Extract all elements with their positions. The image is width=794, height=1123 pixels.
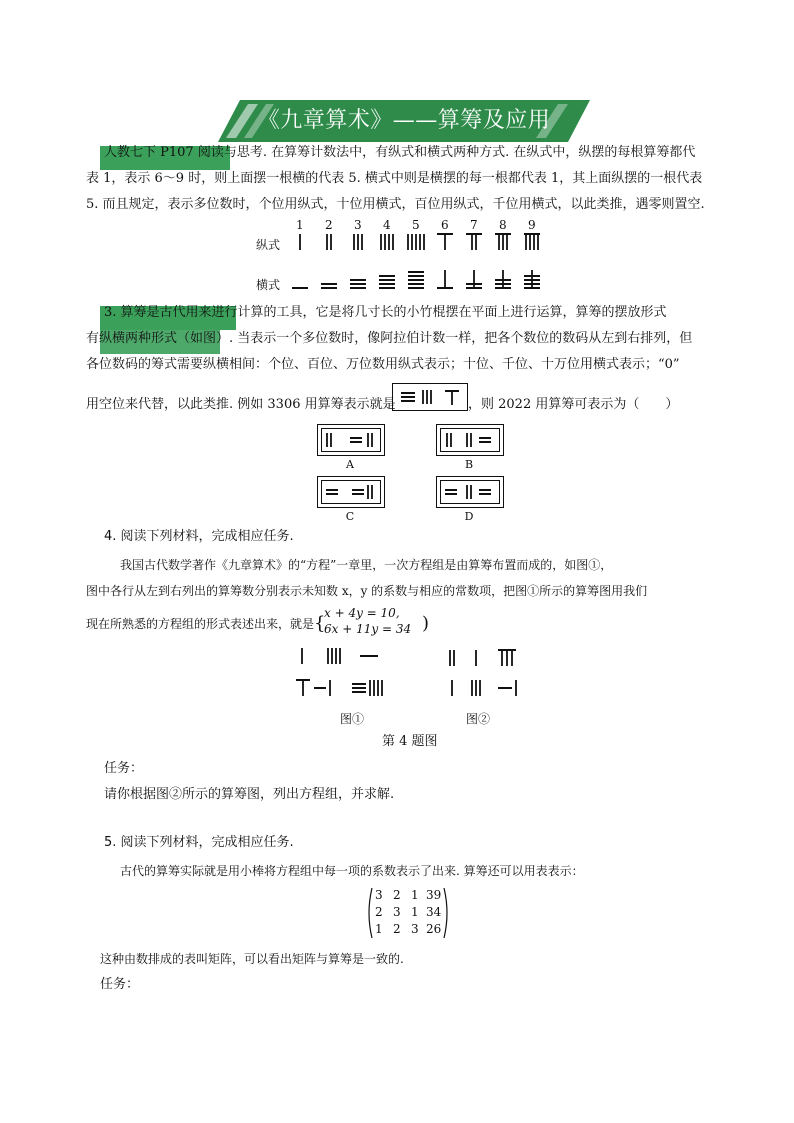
option-c-label[interactable]: C	[345, 510, 355, 523]
figure-1-label: 图①	[340, 712, 365, 726]
rod-number: 4	[383, 218, 391, 232]
option-d-box[interactable]	[436, 476, 504, 508]
q4-eq2: 6x + 11y = 34	[324, 622, 412, 636]
option-a-label[interactable]: A	[346, 458, 354, 471]
horizontal-rods	[290, 264, 560, 294]
q4-p2: 图中各行从左到右列出的算筹数分别表示未知数 x，y 的系数与相应的常数项，把图①所示的算筹图用我们	[86, 584, 648, 598]
rod-number: 2	[325, 218, 333, 232]
rod-number: 6	[441, 218, 449, 232]
rod-number: 5	[412, 218, 420, 232]
matrix-cell: 39	[426, 888, 442, 902]
matrix-cell: 3	[411, 922, 419, 936]
intro-line-2: 表 1，表示 6～9 时，则上面摆一根横的代表 5. 横式中则是横摆的每一根都代表 1，其上面纵摆的一根代表	[86, 171, 703, 186]
q3-line-3: 各位数码的筹式需要纵横相间：个位、百位、万位数用纵式表示；十位、千位、十万位用横式表示；“0”	[86, 357, 680, 372]
matrix-cell: 2	[393, 922, 401, 936]
figure-1-rods	[282, 644, 422, 704]
q5-task-label: 任务：	[100, 977, 140, 992]
q4-brace: {	[314, 613, 326, 634]
option-d-label[interactable]: D	[464, 510, 474, 523]
q4-task: 请你根据图②所示的算筹图，列出方程组，并求解.	[104, 787, 395, 802]
q3-line-2: 有纵横两种形式（如图）. 当表示一个多位数时，像阿拉伯计数一样，把各个数位的数码从左到右排列，但	[86, 331, 693, 346]
matrix-cell: 26	[426, 922, 442, 936]
q4-paren: )	[422, 613, 430, 634]
option-b-box[interactable]	[436, 424, 504, 456]
title-banner	[218, 100, 590, 142]
matrix-cell: 1	[375, 922, 383, 936]
intro-line-3: 5. 而且规定，表示多位数时，个位用纵式，十位用横式，百位用纵式，千位用横式，以此类推，遇零则置空.	[86, 197, 705, 212]
label-horizontal: 横式	[256, 278, 281, 292]
matrix-cell: 1	[411, 905, 419, 919]
option-b-label[interactable]: B	[464, 458, 474, 471]
page-title: 《九章算术》——算筹及应用	[257, 108, 551, 133]
rod-number: 8	[499, 218, 507, 232]
intro-line-1: 人教七下 P107 阅读与思考. 在算筹计数法中，有纵式和横式两种方式. 在纵式中，纵摆的每根算筹都代	[104, 145, 696, 160]
q4-p3: 现在所熟悉的方程组的形式表述出来，就是	[86, 617, 315, 631]
q4-head: 4. 阅读下列材料，完成相应任务.	[104, 529, 294, 544]
vertical-rods	[290, 230, 560, 254]
q3-line-1: 3. 算筹是古代用来进行计算的工具，它是将几寸长的小竹棍摆在平面上进行运算，算筹的摆放形式	[104, 305, 667, 320]
rod-number: 7	[470, 218, 478, 232]
rod-number: 1	[296, 218, 304, 232]
matrix-cell: 2	[393, 888, 401, 902]
q4-p1: 我国古代数学著作《九章算术》的“方程”一章里，一次方程组是由算筹布置而成的，如图①，	[120, 558, 613, 572]
matrix-cell: 3	[375, 888, 383, 902]
rod-number: 3	[354, 218, 362, 232]
figure-2-label: 图②	[466, 712, 491, 726]
label-vertical: 纵式	[256, 238, 281, 252]
example-3306-rods	[393, 384, 467, 410]
q5-head: 5. 阅读下列材料，完成相应任务.	[104, 835, 294, 850]
option-a-box[interactable]	[317, 424, 385, 456]
figure-2-rods	[440, 644, 540, 704]
figure-caption: 第 4 题图	[382, 734, 438, 749]
matrix-cell: 2	[375, 905, 383, 919]
matrix-cell: 34	[426, 905, 442, 919]
matrix	[366, 886, 450, 940]
rod-number: 9	[528, 218, 536, 232]
example-3306-box	[392, 383, 468, 411]
matrix-cell: 1	[411, 888, 419, 902]
q3-line-4a: 用空位来代替，以此类推. 例如 3306 用算筹表示就是	[86, 397, 396, 412]
matrix-cell: 3	[393, 905, 401, 919]
q3-line-4b: ，则 2022 用算筹可表示为（ ）	[468, 397, 679, 412]
q4-eq1: x + 4y = 10,	[324, 606, 400, 620]
q5-p2: 这种由数排成的表叫矩阵，可以看出矩阵与算筹是一致的.	[100, 952, 404, 966]
q5-p1: 古代的算筹实际就是用小棒将方程组中每一项的系数表示了出来. 算筹还可以用表表示：	[120, 864, 584, 878]
q4-task-label: 任务：	[104, 761, 144, 776]
option-c-box[interactable]	[317, 476, 385, 508]
